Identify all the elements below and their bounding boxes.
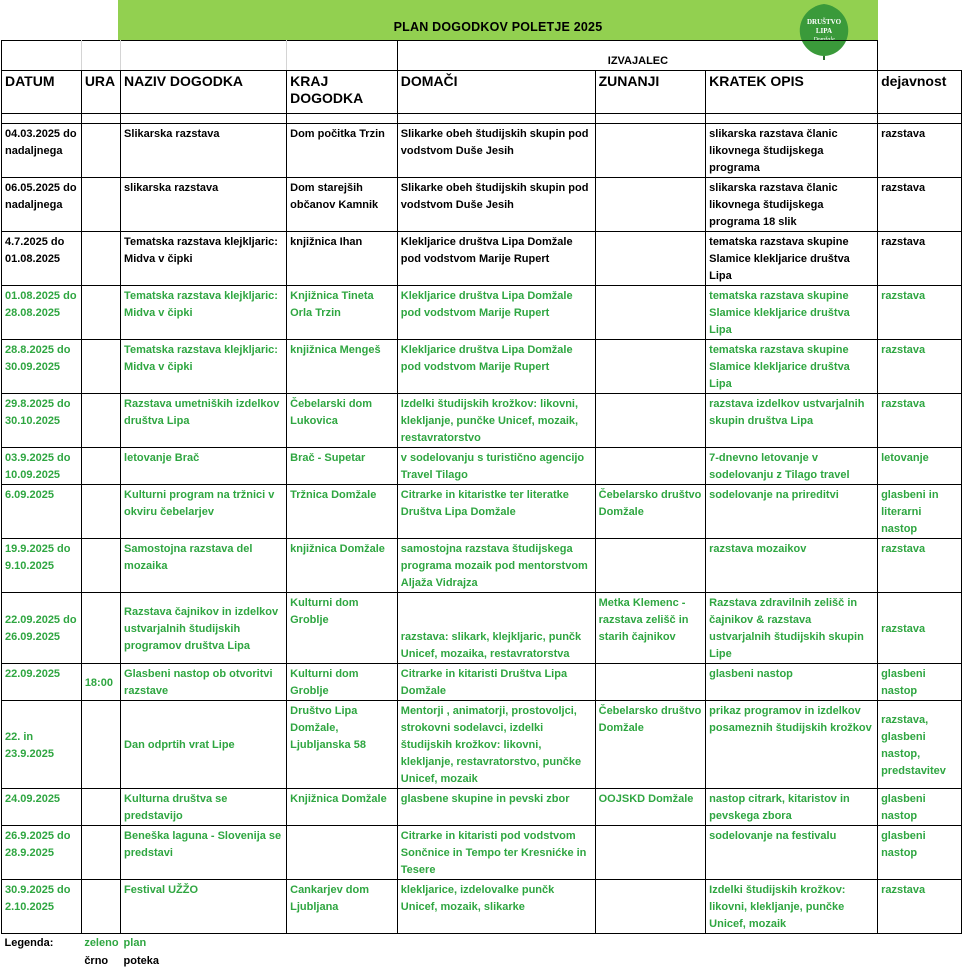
cell-naziv: Kulturna društva se predstavijo bbox=[121, 789, 287, 826]
cell-zunanji bbox=[595, 880, 706, 934]
table-row bbox=[2, 340, 962, 394]
cell-opis: sodelovanje na prireditvi bbox=[706, 485, 878, 539]
legend-black-key: črno bbox=[84, 954, 109, 967]
cell-kraj: Knjižnica Domžale bbox=[287, 789, 398, 826]
cell-datum: 04.03.2025 do nadaljnega bbox=[2, 124, 82, 178]
cell-domaci: glasbene skupine in pevski zbor bbox=[397, 789, 595, 826]
events-body bbox=[2, 124, 962, 934]
cell-domaci: Klekljarice društva Lipa Domžale pod vodstvom Marije Rupert bbox=[397, 232, 595, 286]
cell-dejavnost: glasbeni nastop bbox=[878, 664, 962, 701]
cell-naziv: Tematska razstava klejkljaric: Midva v čipki bbox=[121, 286, 287, 340]
cell-zunanji: Čebelarsko društvo Domžale bbox=[595, 701, 706, 789]
cell-datum: 03.9.2025 do 10.09.2025 bbox=[2, 448, 82, 485]
cell-kraj: Cankarjev dom Ljubljana bbox=[287, 880, 398, 934]
cell-kraj: Čebelarski dom Lukovica bbox=[287, 394, 398, 448]
col-zunanji: ZUNANJI bbox=[595, 71, 706, 114]
cell-zunanji bbox=[595, 340, 706, 394]
cell-kraj: Kulturni dom Groblje bbox=[287, 593, 398, 664]
cell-datum: 22.09.2025 do 26.09.2025 bbox=[2, 593, 82, 664]
cell-domaci: Mentorji , animatorji, prostovoljci, strokovni sodelavci, izdelki študijskih krožkov: likovni, klekljanje, restavratorstvo, punčke Unicef, mozaik bbox=[397, 701, 595, 789]
cell-opis: Razstava zdravilnih zelišč in čajnikov & razstava ustvarjalnih študijskih skupin Lipe bbox=[706, 593, 878, 664]
cell-dejavnost: glasbeni nastop bbox=[878, 826, 962, 880]
cell-dejavnost: razstava, glasbeni nastop, predstavitev bbox=[878, 701, 962, 789]
cell-domaci: Citrarke in kitaristi pod vodstvom Sončnice in Tempo ter Kresnićke in Tesere bbox=[397, 826, 595, 880]
cell-domaci: Klekljarice društva Lipa Domžale pod vodstvom Marije Rupert bbox=[397, 340, 595, 394]
cell-opis: sodelovanje na festivalu bbox=[706, 826, 878, 880]
cell-ura bbox=[81, 124, 120, 178]
legend-green-key: zeleno bbox=[84, 937, 119, 949]
table-row bbox=[2, 789, 962, 826]
col-kraj: KRAJ DOGODKA bbox=[287, 71, 398, 114]
cell-naziv: Beneška laguna - Slovenija se predstavi bbox=[121, 826, 287, 880]
cell-domaci: samostojna razstava študijskega programa mozaik pod mentorstvom Aljaža Vidrajza bbox=[397, 539, 595, 593]
cell-ura bbox=[81, 789, 120, 826]
cell-datum: 30.9.2025 do 2.10.2025 bbox=[2, 880, 82, 934]
cell-ura bbox=[81, 701, 120, 789]
izvajalec-label: IZVAJALEC bbox=[397, 41, 877, 71]
cell-kraj: Brač - Supetar bbox=[287, 448, 398, 485]
cell-ura bbox=[81, 232, 120, 286]
cell-datum: 22. in 23.9.2025 bbox=[2, 701, 82, 789]
table-row bbox=[2, 485, 962, 539]
table-row bbox=[2, 286, 962, 340]
cell-zunanji: OOJSKD Domžale bbox=[595, 789, 706, 826]
cell-datum: 06.05.2025 do nadaljnega bbox=[2, 178, 82, 232]
cell-naziv: slikarska razstava bbox=[121, 178, 287, 232]
cell-datum: 29.8.2025 do 30.10.2025 bbox=[2, 394, 82, 448]
cell-naziv: Kulturni program na tržnici v okviru čebelarjev bbox=[121, 485, 287, 539]
header-row bbox=[2, 71, 962, 114]
cell-opis: tematska razstava skupine Slamice klekljarice društva Lipa bbox=[706, 232, 878, 286]
cell-zunanji bbox=[595, 448, 706, 485]
cell-ura bbox=[81, 448, 120, 485]
cell-dejavnost: razstava bbox=[878, 880, 962, 934]
cell-opis: slikarska razstava članic likovnega študijskega programa bbox=[706, 124, 878, 178]
cell-kraj: Dom počitka Trzin bbox=[287, 124, 398, 178]
logo-line3: Domžale bbox=[813, 37, 835, 43]
cell-kraj: knjižnica Mengeš bbox=[287, 340, 398, 394]
table-row bbox=[2, 826, 962, 880]
cell-dejavnost: razstava bbox=[878, 593, 962, 664]
col-datum: DATUM bbox=[2, 71, 82, 114]
cell-dejavnost: glasbeni in literarni nastop bbox=[878, 485, 962, 539]
col-ura: URA bbox=[81, 71, 120, 114]
cell-domaci: razstava: slikark, klejkljaric, punčk Unicef, mozaika, restavratorstva bbox=[397, 593, 595, 664]
cell-dejavnost: razstava bbox=[878, 539, 962, 593]
cell-ura bbox=[81, 826, 120, 880]
table-row bbox=[2, 448, 962, 485]
cell-ura bbox=[81, 593, 120, 664]
cell-opis: razstava izdelkov ustvarjalnih skupin društva Lipa bbox=[706, 394, 878, 448]
cell-zunanji bbox=[595, 394, 706, 448]
cell-dejavnost: razstava bbox=[878, 286, 962, 340]
cell-datum: 19.9.2025 do 9.10.2025 bbox=[2, 539, 82, 593]
cell-opis: glasbeni nastop bbox=[706, 664, 878, 701]
cell-domaci: Citrarke in kitaristi Društva Lipa Domžale bbox=[397, 664, 595, 701]
legend-green-val: plan bbox=[123, 937, 147, 949]
cell-dejavnost: razstava bbox=[878, 340, 962, 394]
events-table bbox=[1, 40, 962, 970]
legend-black-val: poteka bbox=[123, 954, 160, 967]
cell-domaci: Izdelki študijskih krožkov: likovni, klekljanje, punčke Unicef, mozaik, restavratorstvo bbox=[397, 394, 595, 448]
cell-domaci: Klekljarice društva Lipa Domžale pod vodstvom Marije Rupert bbox=[397, 286, 595, 340]
cell-zunanji bbox=[595, 178, 706, 232]
col-opis: KRATEK OPIS bbox=[706, 71, 878, 114]
table-row bbox=[2, 539, 962, 593]
cell-kraj: Knjižnica Tineta Orla Trzin bbox=[287, 286, 398, 340]
cell-opis: slikarska razstava članic likovnega študijskega programa 18 slik bbox=[706, 178, 878, 232]
cell-opis: razstava mozaikov bbox=[706, 539, 878, 593]
legend-row-2 bbox=[2, 952, 962, 970]
cell-zunanji bbox=[595, 232, 706, 286]
cell-domaci: klekljarice, izdelovalke punčk Unicef, mozaik, slikarke bbox=[397, 880, 595, 934]
cell-zunanji bbox=[595, 286, 706, 340]
cell-ura bbox=[81, 394, 120, 448]
cell-naziv: Slikarska razstava bbox=[121, 124, 287, 178]
cell-ura bbox=[81, 539, 120, 593]
cell-opis: Izdelki študijskih krožkov: likovni, klekljanje, punčke Unicef, mozaik bbox=[706, 880, 878, 934]
cell-dejavnost: glasbeni nastop bbox=[878, 789, 962, 826]
cell-domaci: Slikarke obeh študijskih skupin pod vodstvom Duše Jesih bbox=[397, 178, 595, 232]
col-dejavnost: dejavnost bbox=[878, 71, 962, 114]
cell-dejavnost: razstava bbox=[878, 178, 962, 232]
table-row bbox=[2, 232, 962, 286]
cell-datum: 22.09.2025 bbox=[2, 664, 82, 701]
table-row bbox=[2, 394, 962, 448]
cell-dejavnost: razstava bbox=[878, 124, 962, 178]
table-row bbox=[2, 880, 962, 934]
cell-ura bbox=[81, 178, 120, 232]
cell-naziv: Tematska razstava klejkljaric: Midva v čipki bbox=[121, 340, 287, 394]
cell-datum: 24.09.2025 bbox=[2, 789, 82, 826]
cell-zunanji: Metka Klemenc - razstava zelišč in starih čajnikov bbox=[595, 593, 706, 664]
table-row bbox=[2, 593, 962, 664]
cell-dejavnost: razstava bbox=[878, 232, 962, 286]
logo-line2: LIPA bbox=[815, 27, 833, 35]
cell-kraj: Tržnica Domžale bbox=[287, 485, 398, 539]
cell-datum: 28.8.2025 do 30.09.2025 bbox=[2, 340, 82, 394]
cell-kraj bbox=[287, 826, 398, 880]
page-title: PLAN DOGODKOV POLETJE 2025 bbox=[393, 20, 603, 34]
cell-opis: tematska razstava skupine Slamice klekljarice društva Lipa bbox=[706, 286, 878, 340]
legend-row-1 bbox=[2, 934, 962, 952]
cell-datum: 26.9.2025 do 28.9.2025 bbox=[2, 826, 82, 880]
cell-naziv: Tematska razstava klejkljaric: Midva v čipki bbox=[121, 232, 287, 286]
table-row bbox=[2, 178, 962, 232]
cell-datum: 4.7.2025 do 01.08.2025 bbox=[2, 232, 82, 286]
cell-naziv: Glasbeni nastop ob otvoritvi razstave bbox=[121, 664, 287, 701]
cell-opis: prikaz programov in izdelkov posameznih študijskih krožkov bbox=[706, 701, 878, 789]
cell-opis: nastop citrark, kitaristov in pevskega zbora bbox=[706, 789, 878, 826]
cell-naziv: letovanje Brač bbox=[121, 448, 287, 485]
cell-domaci: Slikarke obeh študijskih skupin pod vodstvom Duše Jesih bbox=[397, 124, 595, 178]
cell-naziv: Razstava čajnikov in izdelkov ustvarjalnih študijskih programov društva Lipa bbox=[121, 593, 287, 664]
cell-opis: 7-dnevno letovanje v sodelovanju z Tilago travel bbox=[706, 448, 878, 485]
cell-datum: 01.08.2025 do 28.08.2025 bbox=[2, 286, 82, 340]
cell-naziv: Samostojna razstava del mozaika bbox=[121, 539, 287, 593]
cell-ura: 18:00 bbox=[81, 664, 120, 701]
table-row bbox=[2, 664, 962, 701]
cell-zunanji: Čebelarsko društvo Domžale bbox=[595, 485, 706, 539]
cell-naziv: Dan odprtih vrat Lipe bbox=[121, 701, 287, 789]
cell-opis: tematska razstava skupine Slamice klekljarice društva Lipa bbox=[706, 340, 878, 394]
cell-kraj: Kulturni dom Groblje bbox=[287, 664, 398, 701]
cell-kraj: Dom starejših občanov Kamnik bbox=[287, 178, 398, 232]
cell-kraj: Društvo Lipa Domžale, Ljubljanska 58 bbox=[287, 701, 398, 789]
legend-label: Legenda: bbox=[4, 937, 54, 949]
cell-ura bbox=[81, 340, 120, 394]
cell-naziv: Festival UŽŽO bbox=[121, 880, 287, 934]
cell-domaci: v sodelovanju s turistično agencijo Travel Tilago bbox=[397, 448, 595, 485]
table-row bbox=[2, 124, 962, 178]
cell-dejavnost: razstava bbox=[878, 394, 962, 448]
izvajalec-row bbox=[2, 41, 962, 71]
cell-ura bbox=[81, 485, 120, 539]
cell-zunanji bbox=[595, 664, 706, 701]
col-domaci: DOMAČI bbox=[397, 71, 595, 114]
cell-zunanji bbox=[595, 826, 706, 880]
cell-dejavnost: letovanje bbox=[878, 448, 962, 485]
cell-kraj: knjižnica Domžale bbox=[287, 539, 398, 593]
col-naziv: NAZIV DOGODKA bbox=[121, 71, 287, 114]
cell-domaci: Citrarke in kitaristke ter literatke Društva Lipa Domžale bbox=[397, 485, 595, 539]
cell-naziv: Razstava umetniških izdelkov društva Lipa bbox=[121, 394, 287, 448]
cell-datum: 6.09.2025 bbox=[2, 485, 82, 539]
cell-zunanji bbox=[595, 539, 706, 593]
logo-line1: DRUŠTVO bbox=[806, 18, 842, 26]
cell-kraj: knjižnica Ihan bbox=[287, 232, 398, 286]
cell-zunanji bbox=[595, 124, 706, 178]
cell-ura bbox=[81, 880, 120, 934]
table-row bbox=[2, 701, 962, 789]
cell-ura bbox=[81, 286, 120, 340]
